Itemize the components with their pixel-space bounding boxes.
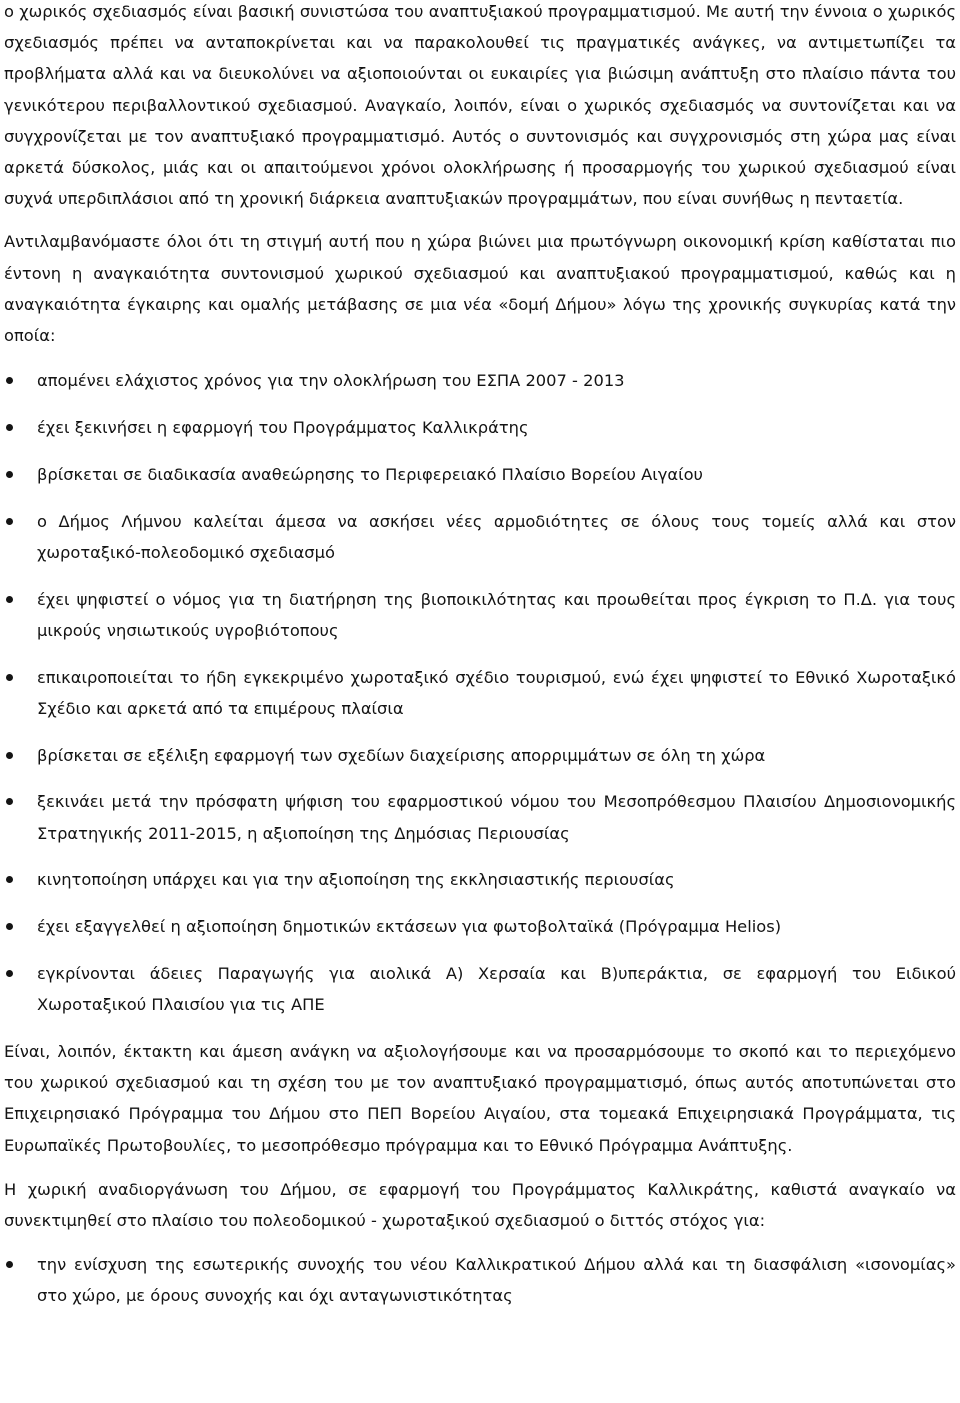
bullet-icon xyxy=(6,923,13,930)
bullet-icon xyxy=(6,970,13,977)
list-item-text: ο Δήμος Λήμνου καλείται άμεσα να ασκήσει νέες αρμοδιότητες σε όλους τους τομείς αλλά και στον χωροταξικό-πολεοδομικό σχεδιασμό xyxy=(37,511,956,562)
paragraph-crisis: Αντιλαμβανόμαστε όλοι ότι τη στιγμή αυτή που η χώρα βιώνει μια πρωτόγνωρη οικονομική κρίση καθίσταται πιο έντονη η αναγκαιότητα συντονισμού χωρικού σχεδιασμού και αναπτυξιακού προγραμματισμού, καθώς και η αναγκαιότητα έγκαιρης και ομαλής μετάβασης σε μια νέα «δομή Δήμου» λόγω της χρονικής συγκυρίας κατά την οποία: xyxy=(4,232,956,346)
list-item-text: απομένει ελάχιστος χρόνος για την ολοκλήρωση του ΕΣΠΑ 2007 - 2013 xyxy=(37,371,625,391)
list-item xyxy=(4,459,956,490)
list-item-text: επικαιροποιείται το ήδη εγκεκριμένο χωροταξικό σχέδιο τουρισμού, ενώ έχει ψηφιστεί το Εθνικό Χωροταξικό Σχέδιο και αρκετά από τα επιμέρους πλαίσια xyxy=(37,667,956,718)
bullet-list-conditions xyxy=(4,365,956,1020)
bullet-icon xyxy=(6,1261,13,1268)
list-item xyxy=(4,584,956,646)
list-item-text: την ενίσχυση της εσωτερικής συνοχής του νέου Καλλικρατικού Δήμου αλλά και τη διασφάλιση «ισονομίας» στο χώρο, με όρους συνοχής και όχι ανταγωνιστικότητας xyxy=(37,1255,956,1306)
bullet-icon xyxy=(6,518,13,525)
list-item-text: έχει εξαγγελθεί η αξιοποίηση δημοτικών εκτάσεων για φωτοβολταϊκά (Πρόγραμμα Helios) xyxy=(37,917,782,937)
bullet-icon xyxy=(6,674,13,681)
bullet-icon xyxy=(6,596,13,603)
paragraph-reorg: Η χωρική αναδιοργάνωση του Δήμου, σε εφαρμογή του Προγράμματος Καλλικράτης, καθιστά αναγκαίο να συνεκτιμηθεί στο πλαίσιο του πολεοδομικού - χωροταξικού σχεδιασμού ο διττός στόχος για: xyxy=(4,1179,956,1231)
paragraph-need: Είναι, λοιπόν, έκτακτη και άμεση ανάγκη να αξιολογήσουμε και να προσαρμόσουμε το σκοπό και το περιεχόμενο του χωρικού σχεδιασμού και τη σχέση του με τον αναπτυξιακό προγραμματισμό, όπως αυτός αποτυπώνεται στο Επιχειρησιακό Πρόγραμμα του Δήμου στο ΠΕΠ Βορείου Αιγαίου, στα τομεακά Επιχειρησιακά Προγράμματα, τις Ευρωπαϊκές Πρωτοβουλίες, το μεσοπρόθεσμο πρόγραμμα και το Εθνικό Πρόγραμμα Ανάπτυξης. xyxy=(4,1042,956,1155)
list-item-text: βρίσκεται σε διαδικασία αναθεώρησης το Περιφερειακό Πλαίσιο Βορείου Αιγαίου xyxy=(37,464,703,484)
list-item xyxy=(4,1249,956,1311)
list-item xyxy=(4,786,956,848)
bullet-icon xyxy=(6,798,13,805)
list-item xyxy=(4,506,956,568)
bullet-icon xyxy=(6,752,13,759)
list-item xyxy=(4,911,956,942)
bullet-list-goals xyxy=(4,1249,956,1311)
bullet-icon xyxy=(6,876,13,883)
list-item xyxy=(4,958,956,1020)
bullet-icon xyxy=(6,377,13,384)
list-item xyxy=(4,412,956,443)
list-item-text: ξεκινάει μετά την πρόσφατη ψήφιση του εφαρμοστικού νόμου του Μεσοπρόθεσμου Πλαισίου Δημοσιονομικής Στρατηγικής 2011-2015, η αξιοποίηση της Δημόσιας Περιουσίας xyxy=(37,792,956,843)
list-item-text: βρίσκεται σε εξέλιξη εφαρμογή των σχεδίων διαχείρισης απορριμμάτων σε όλη τη χώρα xyxy=(37,745,766,765)
list-item xyxy=(4,740,956,771)
bullet-icon xyxy=(6,424,13,431)
list-item-text: εγκρίνονται άδειες Παραγωγής για αιολικά Α) Χερσαία και Β)υπεράκτια, σε εφαρμογή του Ειδικού Χωροταξικού Πλαισίου για τις ΑΠΕ xyxy=(37,964,956,1015)
list-item-text: έχει ξεκινήσει η εφαρμογή του Προγράμματος Καλλικράτης xyxy=(37,418,529,438)
list-item-text: έχει ψηφιστεί ο νόμος για τη διατήρηση της βιοποικιλότητας και προωθείται προς έγκριση το Π.Δ. για τους μικρούς νησιωτικούς υγροβιότοπους xyxy=(37,589,956,640)
list-item-text: κινητοποίηση υπάρχει και για την αξιοποίηση της εκκλησιαστικής περιουσίας xyxy=(37,870,675,890)
bullet-icon xyxy=(6,471,13,478)
list-item xyxy=(4,864,956,895)
list-item xyxy=(4,365,956,396)
paragraph-intro: ο χωρικός σχεδιασμός είναι βασική συνιστώσα του αναπτυξιακού προγραμματισμού. Με αυτή την έννοια ο χωρικός σχεδιασμός πρέπει να ανταποκρίνεται και να παρακολουθεί τις πραγματικές ανάγκες, να αντιμετωπίζει τα προβλήματα αλλά και να διευκολύνει να αξιοποιούνται οι ευκαιρίες για βιώσιμη ανάπτυξη στο πλαίσιο πάντα του γενικότερου περιβαλλοντικού σχεδιασμού. Αναγκαίο, λοιπόν, είναι ο χωρικός σχεδιασμός να συντονίζεται και να συγχρονίζεται με τον αναπτυξιακό προγραμματισμό. Αυτός ο συντονισμός και συγχρονισμός στη χώρα μας είναι αρκετά δύσκολος, μιάς και οι απαιτούμενοι χρόνοι ολοκλήρωσης ή προσαρμογής του χωρικού σχεδιασμού είναι συχνά υπερδιπλάσιοι από τη χρονική διάρκεια αναπτυξιακών προγραμμάτων, που είναι συνήθως η πενταετία. xyxy=(4,2,956,209)
list-item xyxy=(4,662,956,724)
